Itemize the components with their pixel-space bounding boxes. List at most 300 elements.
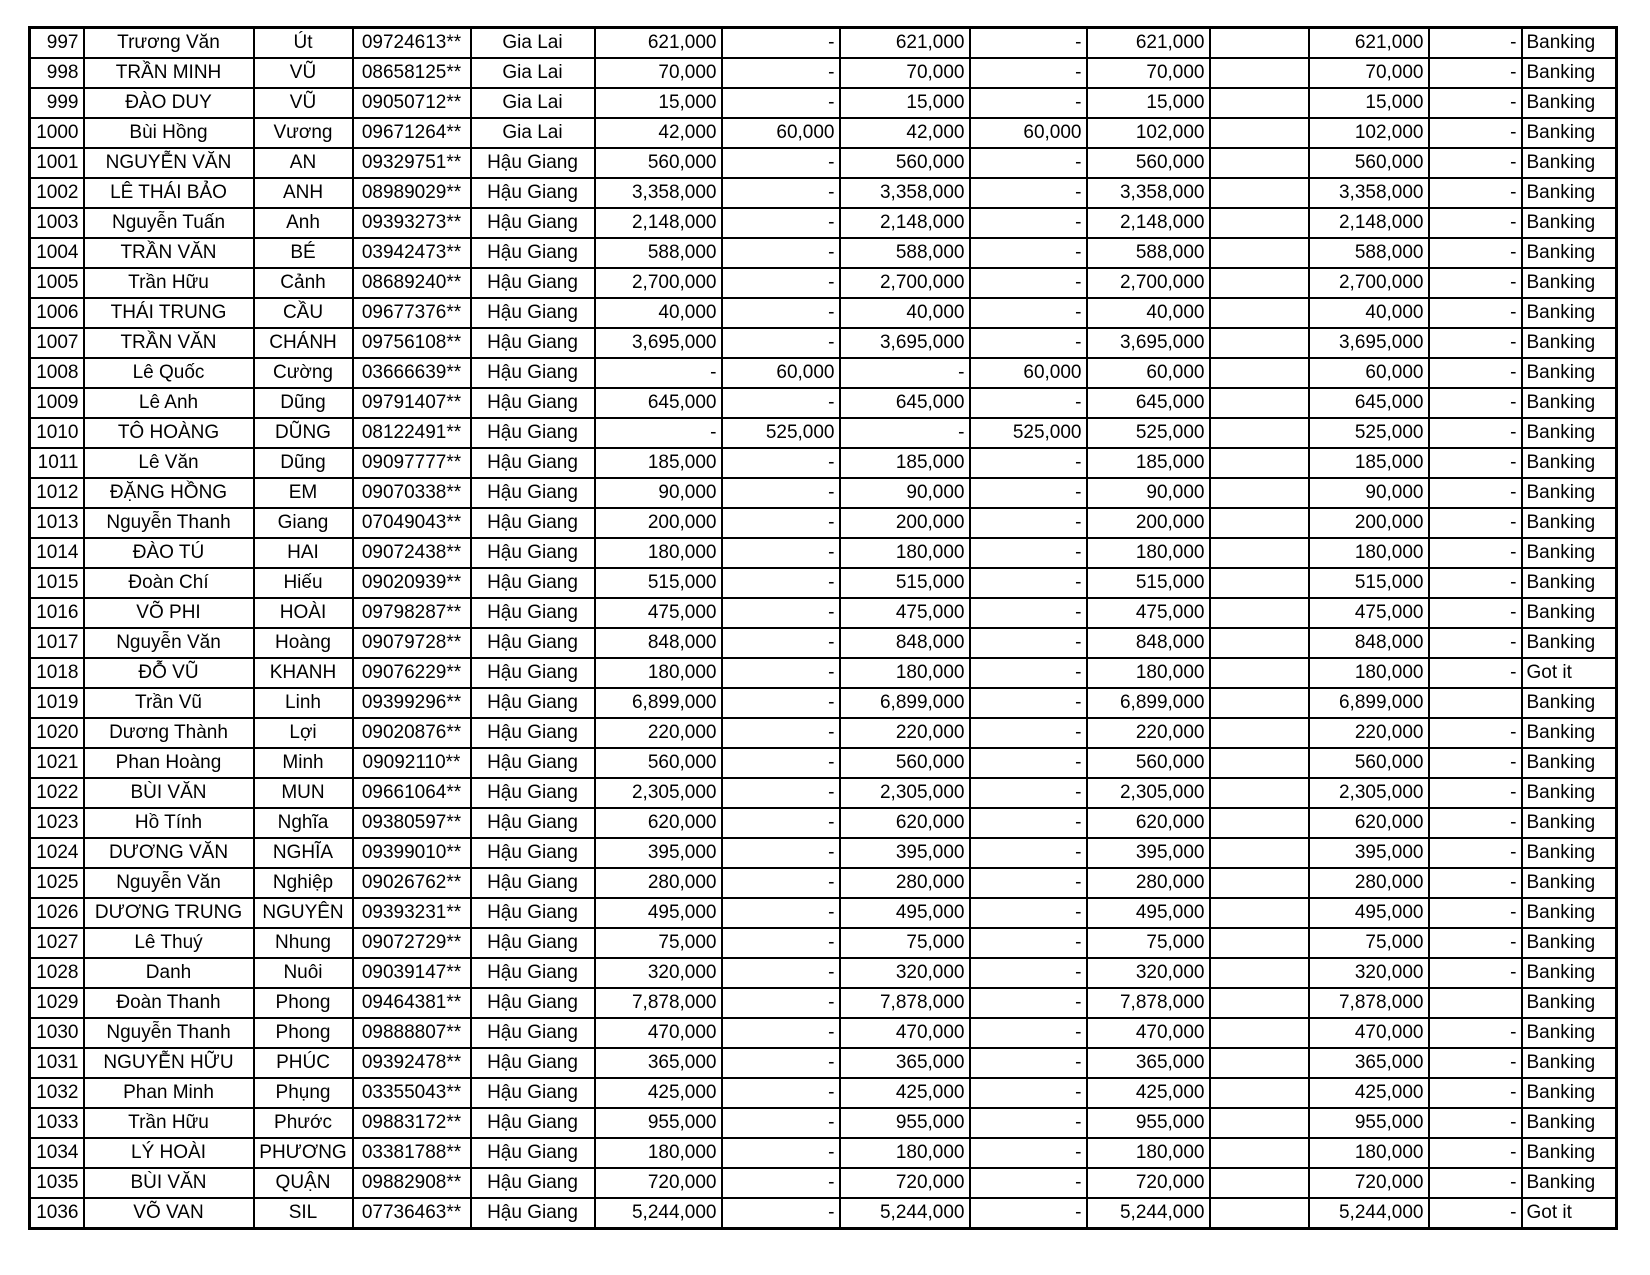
last-name-cell: Trần Hữu — [84, 1108, 254, 1138]
amount2-cell: - — [722, 88, 840, 118]
total2-cell: 365,000 — [1309, 1048, 1429, 1078]
last-name-cell: Trần Vũ — [84, 688, 254, 718]
table-row — [30, 358, 1617, 388]
total2-cell: 560,000 — [1309, 748, 1429, 778]
dash-cell: - — [1429, 418, 1522, 448]
row-index-cell: 1004 — [30, 238, 84, 268]
amount1-cell: 470,000 — [595, 1018, 722, 1048]
dash-cell: - — [1429, 958, 1522, 988]
last-name-cell: Trương Văn — [84, 28, 254, 59]
total1-cell: 955,000 — [1087, 1108, 1210, 1138]
amount2-cell: - — [722, 298, 840, 328]
dash-cell: - — [1429, 748, 1522, 778]
dash-cell: - — [1429, 178, 1522, 208]
province-cell: Hậu Giang — [471, 628, 595, 658]
row-index-cell: 1030 — [30, 1018, 84, 1048]
total2-cell: 2,148,000 — [1309, 208, 1429, 238]
amount3-cell: 180,000 — [840, 1138, 970, 1168]
dash-cell: - — [1429, 1168, 1522, 1198]
amount4-cell: - — [970, 1078, 1087, 1108]
amount4-cell: - — [970, 148, 1087, 178]
total2-cell: 525,000 — [1309, 418, 1429, 448]
first-name-cell: Nghiệp — [254, 868, 353, 898]
total1-cell: 560,000 — [1087, 748, 1210, 778]
phone-cell: 09039147** — [353, 958, 471, 988]
total2-cell: 15,000 — [1309, 88, 1429, 118]
total2-cell: 320,000 — [1309, 958, 1429, 988]
phone-cell: 09399296** — [353, 688, 471, 718]
table-row — [30, 898, 1617, 928]
table-row — [30, 658, 1617, 688]
amount4-cell: - — [970, 928, 1087, 958]
status-cell: Banking — [1522, 1078, 1617, 1108]
total1-cell: 470,000 — [1087, 1018, 1210, 1048]
empty-cell — [1210, 448, 1309, 478]
phone-cell: 09380597** — [353, 808, 471, 838]
province-cell: Hậu Giang — [471, 298, 595, 328]
empty-cell — [1210, 418, 1309, 448]
first-name-cell: ANH — [254, 178, 353, 208]
province-cell: Hậu Giang — [471, 538, 595, 568]
first-name-cell: Cường — [254, 358, 353, 388]
empty-cell — [1210, 808, 1309, 838]
row-index-cell: 1012 — [30, 478, 84, 508]
total2-cell: 3,695,000 — [1309, 328, 1429, 358]
amount1-cell: 848,000 — [595, 628, 722, 658]
row-index-cell: 1007 — [30, 328, 84, 358]
amount4-cell: - — [970, 478, 1087, 508]
row-index-cell: 1036 — [30, 1198, 84, 1229]
row-index-cell: 1025 — [30, 868, 84, 898]
phone-cell: 03666639** — [353, 358, 471, 388]
status-cell: Banking — [1522, 478, 1617, 508]
table-row — [30, 1108, 1617, 1138]
dash-cell: - — [1429, 238, 1522, 268]
total1-cell: 560,000 — [1087, 148, 1210, 178]
amount4-cell: - — [970, 658, 1087, 688]
table-row — [30, 1168, 1617, 1198]
last-name-cell: Nguyễn Văn — [84, 628, 254, 658]
empty-cell — [1210, 898, 1309, 928]
last-name-cell: ĐẶNG HỒNG — [84, 478, 254, 508]
row-index-cell: 1013 — [30, 508, 84, 538]
table-row — [30, 688, 1617, 718]
last-name-cell: Lê Anh — [84, 388, 254, 418]
amount1-cell: 515,000 — [595, 568, 722, 598]
province-cell: Hậu Giang — [471, 838, 595, 868]
amount4-cell: - — [970, 28, 1087, 59]
amount3-cell: 560,000 — [840, 748, 970, 778]
amount2-cell: - — [722, 1078, 840, 1108]
phone-cell: 08658125** — [353, 58, 471, 88]
total2-cell: 2,305,000 — [1309, 778, 1429, 808]
empty-cell — [1210, 88, 1309, 118]
amount4-cell: 525,000 — [970, 418, 1087, 448]
table-row — [30, 298, 1617, 328]
province-cell: Hậu Giang — [471, 988, 595, 1018]
status-cell: Got it — [1522, 1198, 1617, 1229]
empty-cell — [1210, 328, 1309, 358]
total1-cell: 2,305,000 — [1087, 778, 1210, 808]
first-name-cell: NGHĨA — [254, 838, 353, 868]
last-name-cell: Trần Hữu — [84, 268, 254, 298]
amount2-cell: - — [722, 538, 840, 568]
status-cell: Banking — [1522, 1138, 1617, 1168]
row-index-cell: 1020 — [30, 718, 84, 748]
empty-cell — [1210, 1198, 1309, 1229]
last-name-cell: LÝ HOÀI — [84, 1138, 254, 1168]
phone-cell: 09026762** — [353, 868, 471, 898]
total2-cell: 560,000 — [1309, 148, 1429, 178]
amount3-cell: 955,000 — [840, 1108, 970, 1138]
amount3-cell: 515,000 — [840, 568, 970, 598]
dash-cell: - — [1429, 778, 1522, 808]
province-cell: Hậu Giang — [471, 928, 595, 958]
total1-cell: 220,000 — [1087, 718, 1210, 748]
table-row — [30, 988, 1617, 1018]
dash-cell: - — [1429, 478, 1522, 508]
amount2-cell: - — [722, 1018, 840, 1048]
row-index-cell: 1033 — [30, 1108, 84, 1138]
last-name-cell: Đoàn Thanh — [84, 988, 254, 1018]
province-cell: Hậu Giang — [471, 958, 595, 988]
dash-cell: - — [1429, 328, 1522, 358]
last-name-cell: Bùi Hồng — [84, 118, 254, 148]
table-row — [30, 448, 1617, 478]
amount1-cell: 955,000 — [595, 1108, 722, 1138]
first-name-cell: CẦU — [254, 298, 353, 328]
dash-cell: - — [1429, 388, 1522, 418]
empty-cell — [1210, 748, 1309, 778]
amount1-cell: 180,000 — [595, 538, 722, 568]
status-cell: Banking — [1522, 688, 1617, 718]
last-name-cell: Lê Văn — [84, 448, 254, 478]
total2-cell: 6,899,000 — [1309, 688, 1429, 718]
phone-cell: 08689240** — [353, 268, 471, 298]
phone-cell: 09097777** — [353, 448, 471, 478]
row-index-cell: 1019 — [30, 688, 84, 718]
amount2-cell: - — [722, 1138, 840, 1168]
empty-cell — [1210, 868, 1309, 898]
empty-cell — [1210, 208, 1309, 238]
amount4-cell: - — [970, 778, 1087, 808]
amount1-cell: 40,000 — [595, 298, 722, 328]
empty-cell — [1210, 58, 1309, 88]
total2-cell: 3,358,000 — [1309, 178, 1429, 208]
province-cell: Hậu Giang — [471, 808, 595, 838]
status-cell: Banking — [1522, 628, 1617, 658]
total1-cell: 365,000 — [1087, 1048, 1210, 1078]
row-index-cell: 1005 — [30, 268, 84, 298]
total2-cell: 720,000 — [1309, 1168, 1429, 1198]
total2-cell: 185,000 — [1309, 448, 1429, 478]
province-cell: Hậu Giang — [471, 898, 595, 928]
status-cell: Banking — [1522, 1168, 1617, 1198]
row-index-cell: 1035 — [30, 1168, 84, 1198]
phone-cell: 09399010** — [353, 838, 471, 868]
row-index-cell: 1016 — [30, 598, 84, 628]
province-cell: Hậu Giang — [471, 688, 595, 718]
status-cell: Banking — [1522, 118, 1617, 148]
first-name-cell: QUẬN — [254, 1168, 353, 1198]
amount3-cell: 848,000 — [840, 628, 970, 658]
amount2-cell: - — [722, 448, 840, 478]
last-name-cell: Nguyễn Thanh — [84, 508, 254, 538]
row-index-cell: 1027 — [30, 928, 84, 958]
phone-cell: 08989029** — [353, 178, 471, 208]
dash-cell: - — [1429, 658, 1522, 688]
province-cell: Hậu Giang — [471, 478, 595, 508]
amount4-cell: - — [970, 88, 1087, 118]
amount3-cell: - — [840, 418, 970, 448]
row-index-cell: 1009 — [30, 388, 84, 418]
dash-cell: - — [1429, 538, 1522, 568]
amount3-cell: 2,148,000 — [840, 208, 970, 238]
row-index-cell: 1015 — [30, 568, 84, 598]
status-cell: Banking — [1522, 358, 1617, 388]
amount2-cell: - — [722, 148, 840, 178]
total1-cell: 515,000 — [1087, 568, 1210, 598]
amount2-cell: - — [722, 208, 840, 238]
phone-cell: 03942473** — [353, 238, 471, 268]
amount1-cell: 2,700,000 — [595, 268, 722, 298]
amount3-cell: 200,000 — [840, 508, 970, 538]
table-body — [30, 28, 1617, 1229]
table-row — [30, 1198, 1617, 1229]
empty-cell — [1210, 238, 1309, 268]
table-row — [30, 418, 1617, 448]
amount3-cell: 2,700,000 — [840, 268, 970, 298]
total1-cell: 495,000 — [1087, 898, 1210, 928]
empty-cell — [1210, 508, 1309, 538]
status-cell: Banking — [1522, 88, 1617, 118]
last-name-cell: Nguyễn Tuấn — [84, 208, 254, 238]
status-cell: Banking — [1522, 208, 1617, 238]
amount2-cell: - — [722, 748, 840, 778]
amount2-cell: - — [722, 628, 840, 658]
first-name-cell: AN — [254, 148, 353, 178]
amount2-cell: - — [722, 718, 840, 748]
table-row — [30, 388, 1617, 418]
amount2-cell: - — [722, 58, 840, 88]
province-cell: Hậu Giang — [471, 328, 595, 358]
first-name-cell: HOÀI — [254, 598, 353, 628]
dash-cell: - — [1429, 628, 1522, 658]
amount3-cell: 75,000 — [840, 928, 970, 958]
amount1-cell: 620,000 — [595, 808, 722, 838]
row-index-cell: 997 — [30, 28, 84, 59]
amount2-cell: - — [722, 478, 840, 508]
row-index-cell: 1018 — [30, 658, 84, 688]
last-name-cell: Lê Quốc — [84, 358, 254, 388]
total1-cell: 5,244,000 — [1087, 1198, 1210, 1229]
total1-cell: 40,000 — [1087, 298, 1210, 328]
table-row — [30, 1078, 1617, 1108]
empty-cell — [1210, 658, 1309, 688]
first-name-cell: Nghĩa — [254, 808, 353, 838]
amount2-cell: - — [722, 868, 840, 898]
row-index-cell: 1024 — [30, 838, 84, 868]
amount3-cell: 621,000 — [840, 28, 970, 59]
empty-cell — [1210, 1168, 1309, 1198]
amount4-cell: - — [970, 508, 1087, 538]
amount3-cell: 185,000 — [840, 448, 970, 478]
dash-cell: - — [1429, 718, 1522, 748]
row-index-cell: 1026 — [30, 898, 84, 928]
amount4-cell: - — [970, 1048, 1087, 1078]
amount3-cell: 6,899,000 — [840, 688, 970, 718]
amount3-cell: - — [840, 358, 970, 388]
status-cell: Banking — [1522, 148, 1617, 178]
last-name-cell: TRẦN VĂN — [84, 328, 254, 358]
amount2-cell: - — [722, 838, 840, 868]
table-row — [30, 808, 1617, 838]
empty-cell — [1210, 268, 1309, 298]
amount4-cell: - — [970, 178, 1087, 208]
province-cell: Hậu Giang — [471, 1078, 595, 1108]
amount1-cell: 2,305,000 — [595, 778, 722, 808]
table-row — [30, 868, 1617, 898]
dash-cell: - — [1429, 58, 1522, 88]
table-row — [30, 598, 1617, 628]
table-row — [30, 88, 1617, 118]
total1-cell: 2,148,000 — [1087, 208, 1210, 238]
dash-cell: - — [1429, 598, 1522, 628]
status-cell: Banking — [1522, 418, 1617, 448]
amount2-cell: - — [722, 1198, 840, 1229]
phone-cell: 09076229** — [353, 658, 471, 688]
amount3-cell: 395,000 — [840, 838, 970, 868]
status-cell: Got it — [1522, 658, 1617, 688]
row-index-cell: 1008 — [30, 358, 84, 388]
phone-cell: 09393273** — [353, 208, 471, 238]
first-name-cell: VŨ — [254, 88, 353, 118]
amount4-cell: 60,000 — [970, 358, 1087, 388]
amount3-cell: 645,000 — [840, 388, 970, 418]
status-cell: Banking — [1522, 508, 1617, 538]
row-index-cell: 1010 — [30, 418, 84, 448]
row-index-cell: 1003 — [30, 208, 84, 238]
first-name-cell: Minh — [254, 748, 353, 778]
province-cell: Hậu Giang — [471, 148, 595, 178]
amount4-cell: - — [970, 748, 1087, 778]
amount2-cell: - — [722, 988, 840, 1018]
total2-cell: 180,000 — [1309, 538, 1429, 568]
amount2-cell: - — [722, 688, 840, 718]
amount3-cell: 15,000 — [840, 88, 970, 118]
last-name-cell: TRẦN MINH — [84, 58, 254, 88]
amount1-cell: 280,000 — [595, 868, 722, 898]
table-row — [30, 178, 1617, 208]
phone-cell: 09798287** — [353, 598, 471, 628]
province-cell: Hậu Giang — [471, 388, 595, 418]
phone-cell: 09464381** — [353, 988, 471, 1018]
dash-cell: - — [1429, 1138, 1522, 1168]
first-name-cell: Anh — [254, 208, 353, 238]
row-index-cell: 1000 — [30, 118, 84, 148]
phone-cell: 09020876** — [353, 718, 471, 748]
total1-cell: 70,000 — [1087, 58, 1210, 88]
amount3-cell: 720,000 — [840, 1168, 970, 1198]
phone-cell: 09050712** — [353, 88, 471, 118]
first-name-cell: Cảnh — [254, 268, 353, 298]
amount1-cell: 588,000 — [595, 238, 722, 268]
amount2-cell: - — [722, 238, 840, 268]
amount1-cell: 42,000 — [595, 118, 722, 148]
status-cell: Banking — [1522, 928, 1617, 958]
total2-cell: 475,000 — [1309, 598, 1429, 628]
last-name-cell: TRẦN VĂN — [84, 238, 254, 268]
total2-cell: 180,000 — [1309, 658, 1429, 688]
amount2-cell: - — [722, 778, 840, 808]
empty-cell — [1210, 988, 1309, 1018]
empty-cell — [1210, 778, 1309, 808]
empty-cell — [1210, 628, 1309, 658]
total2-cell: 515,000 — [1309, 568, 1429, 598]
status-cell: Banking — [1522, 448, 1617, 478]
first-name-cell: PHÚC — [254, 1048, 353, 1078]
province-cell: Hậu Giang — [471, 568, 595, 598]
first-name-cell: Hiếu — [254, 568, 353, 598]
phone-cell: 09329751** — [353, 148, 471, 178]
total2-cell: 102,000 — [1309, 118, 1429, 148]
total1-cell: 180,000 — [1087, 538, 1210, 568]
first-name-cell: Hoàng — [254, 628, 353, 658]
total2-cell: 2,700,000 — [1309, 268, 1429, 298]
amount2-cell: - — [722, 928, 840, 958]
dash-cell: - — [1429, 838, 1522, 868]
phone-cell: 09392478** — [353, 1048, 471, 1078]
amount4-cell: - — [970, 208, 1087, 238]
empty-cell — [1210, 1048, 1309, 1078]
amount1-cell: 560,000 — [595, 748, 722, 778]
amount4-cell: - — [970, 58, 1087, 88]
last-name-cell: Dương Thành — [84, 718, 254, 748]
amount3-cell: 495,000 — [840, 898, 970, 928]
status-cell: Banking — [1522, 838, 1617, 868]
province-cell: Hậu Giang — [471, 718, 595, 748]
amount3-cell: 40,000 — [840, 298, 970, 328]
table-row — [30, 928, 1617, 958]
amount2-cell: - — [722, 1108, 840, 1138]
last-name-cell: Phan Hoàng — [84, 748, 254, 778]
total1-cell: 90,000 — [1087, 478, 1210, 508]
amount2-cell: - — [722, 388, 840, 418]
last-name-cell: ĐỖ VŨ — [84, 658, 254, 688]
total1-cell: 425,000 — [1087, 1078, 1210, 1108]
table-row — [30, 1018, 1617, 1048]
amount2-cell: 60,000 — [722, 118, 840, 148]
row-index-cell: 1011 — [30, 448, 84, 478]
amount1-cell: 3,695,000 — [595, 328, 722, 358]
first-name-cell: Nuôi — [254, 958, 353, 988]
amount2-cell: 60,000 — [722, 358, 840, 388]
total1-cell: 645,000 — [1087, 388, 1210, 418]
amount2-cell: - — [722, 958, 840, 988]
dash-cell: - — [1429, 148, 1522, 178]
amount2-cell: - — [722, 658, 840, 688]
total2-cell: 90,000 — [1309, 478, 1429, 508]
amount1-cell: 75,000 — [595, 928, 722, 958]
total2-cell: 5,244,000 — [1309, 1198, 1429, 1229]
amount3-cell: 2,305,000 — [840, 778, 970, 808]
first-name-cell: NGUYÊN — [254, 898, 353, 928]
province-cell: Hậu Giang — [471, 598, 595, 628]
total1-cell: 621,000 — [1087, 28, 1210, 59]
empty-cell — [1210, 388, 1309, 418]
amount4-cell: - — [970, 868, 1087, 898]
total1-cell: 75,000 — [1087, 928, 1210, 958]
